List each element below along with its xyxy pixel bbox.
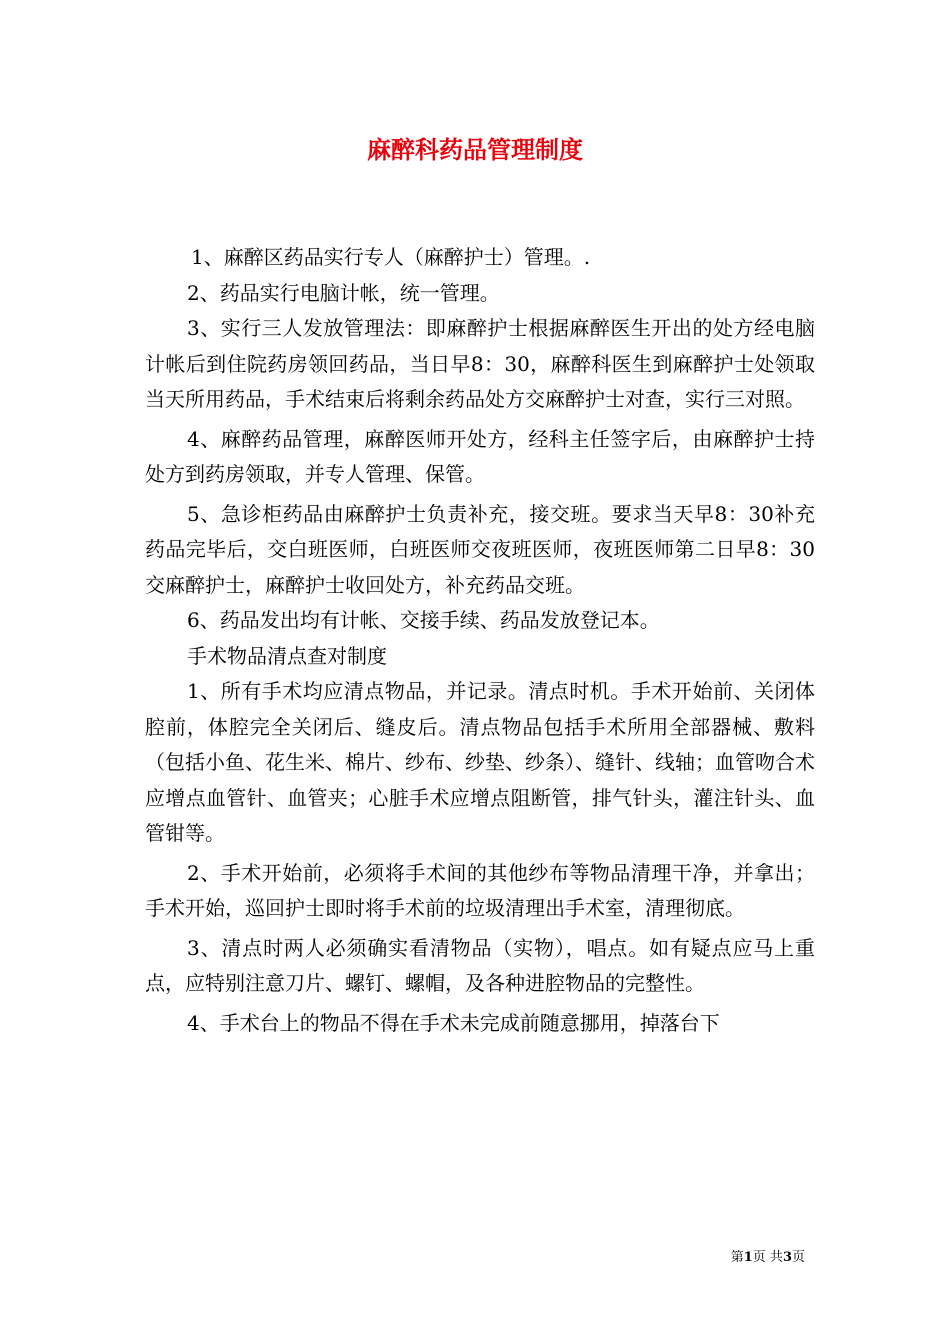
paragraph: 2、手术开始前，必须将手术间的其他纱布等物品清理干净，并拿出；手术开始，巡回护士即时将手术前的垃圾清理出手术室，清理彻底。 bbox=[145, 860, 815, 920]
document-body bbox=[145, 240, 815, 1041]
paragraph: 2、药品实行电脑计帐，统一管理。 bbox=[187, 280, 500, 305]
total-pages-number: 3 bbox=[782, 1250, 792, 1265]
page-footer bbox=[731, 1249, 805, 1267]
paragraph: 4、手术台上的物品不得在手术未完成前随意挪用，掉落台下 bbox=[187, 1010, 720, 1035]
footer-suffix: 页 bbox=[791, 1250, 805, 1265]
paragraph: 3、实行三人发放管理法：即麻醉护士根据麻醉医生开出的处方经电脑计帐后到住院药房领回药品，当日早8：30，麻醉科医生到麻醉护士处领取当天所用药品，手术结束后将剩余药品处方交麻醉护士对查，实行三对照。 bbox=[145, 316, 815, 411]
footer-prefix: 第 bbox=[730, 1250, 744, 1265]
section-heading: 手术物品清点查对制度 bbox=[187, 643, 387, 668]
current-page-number: 1 bbox=[743, 1250, 753, 1265]
paragraph: 5、急诊柜药品由麻醉护士负责补充，接交班。要求当天早8：30补充药品完毕后，交白班医师，白班医师交夜班医师，夜班医师第二日早8：30交麻醉护士，麻醉护士收回处方，补充药品交班。 bbox=[145, 501, 815, 597]
paragraph: 6、药品发出均有计帐、交接手续、药品发放登记本。 bbox=[187, 608, 660, 632]
paragraph: 1、所有手术均应清点物品，并记录。清点时机。手术开始前、关闭体腔前，体腔完全关闭后、缝皮后。清点物品包括手术所用全部器械、敷料（包括小鱼、花生米、棉片、纱布、纱垫、纱条）、缝针、线轴；血管吻合术应增点血管针、血管夹；心脏手术应增点阻断管，排气针头，灌注针头、血管钳等。 bbox=[145, 679, 815, 845]
paragraph: 1、麻醉区药品实行专人（麻醉护士）管理。. bbox=[191, 245, 591, 269]
document-title: 麻醉科药品管理制度 bbox=[367, 135, 583, 164]
footer-middle: 页 共 bbox=[752, 1250, 783, 1265]
paragraph: 4、麻醉药品管理，麻醉医师开处方，经科主任签字后，由麻醉护士持处方到药房领取，并专人管理、保管。 bbox=[145, 426, 815, 486]
paragraph: 3、清点时两人必须确实看清物品（实物），唱点。如有疑点应马上重点，应特别注意刀片、螺钉、螺帽，及各种进腔物品的完整性。 bbox=[145, 935, 815, 995]
